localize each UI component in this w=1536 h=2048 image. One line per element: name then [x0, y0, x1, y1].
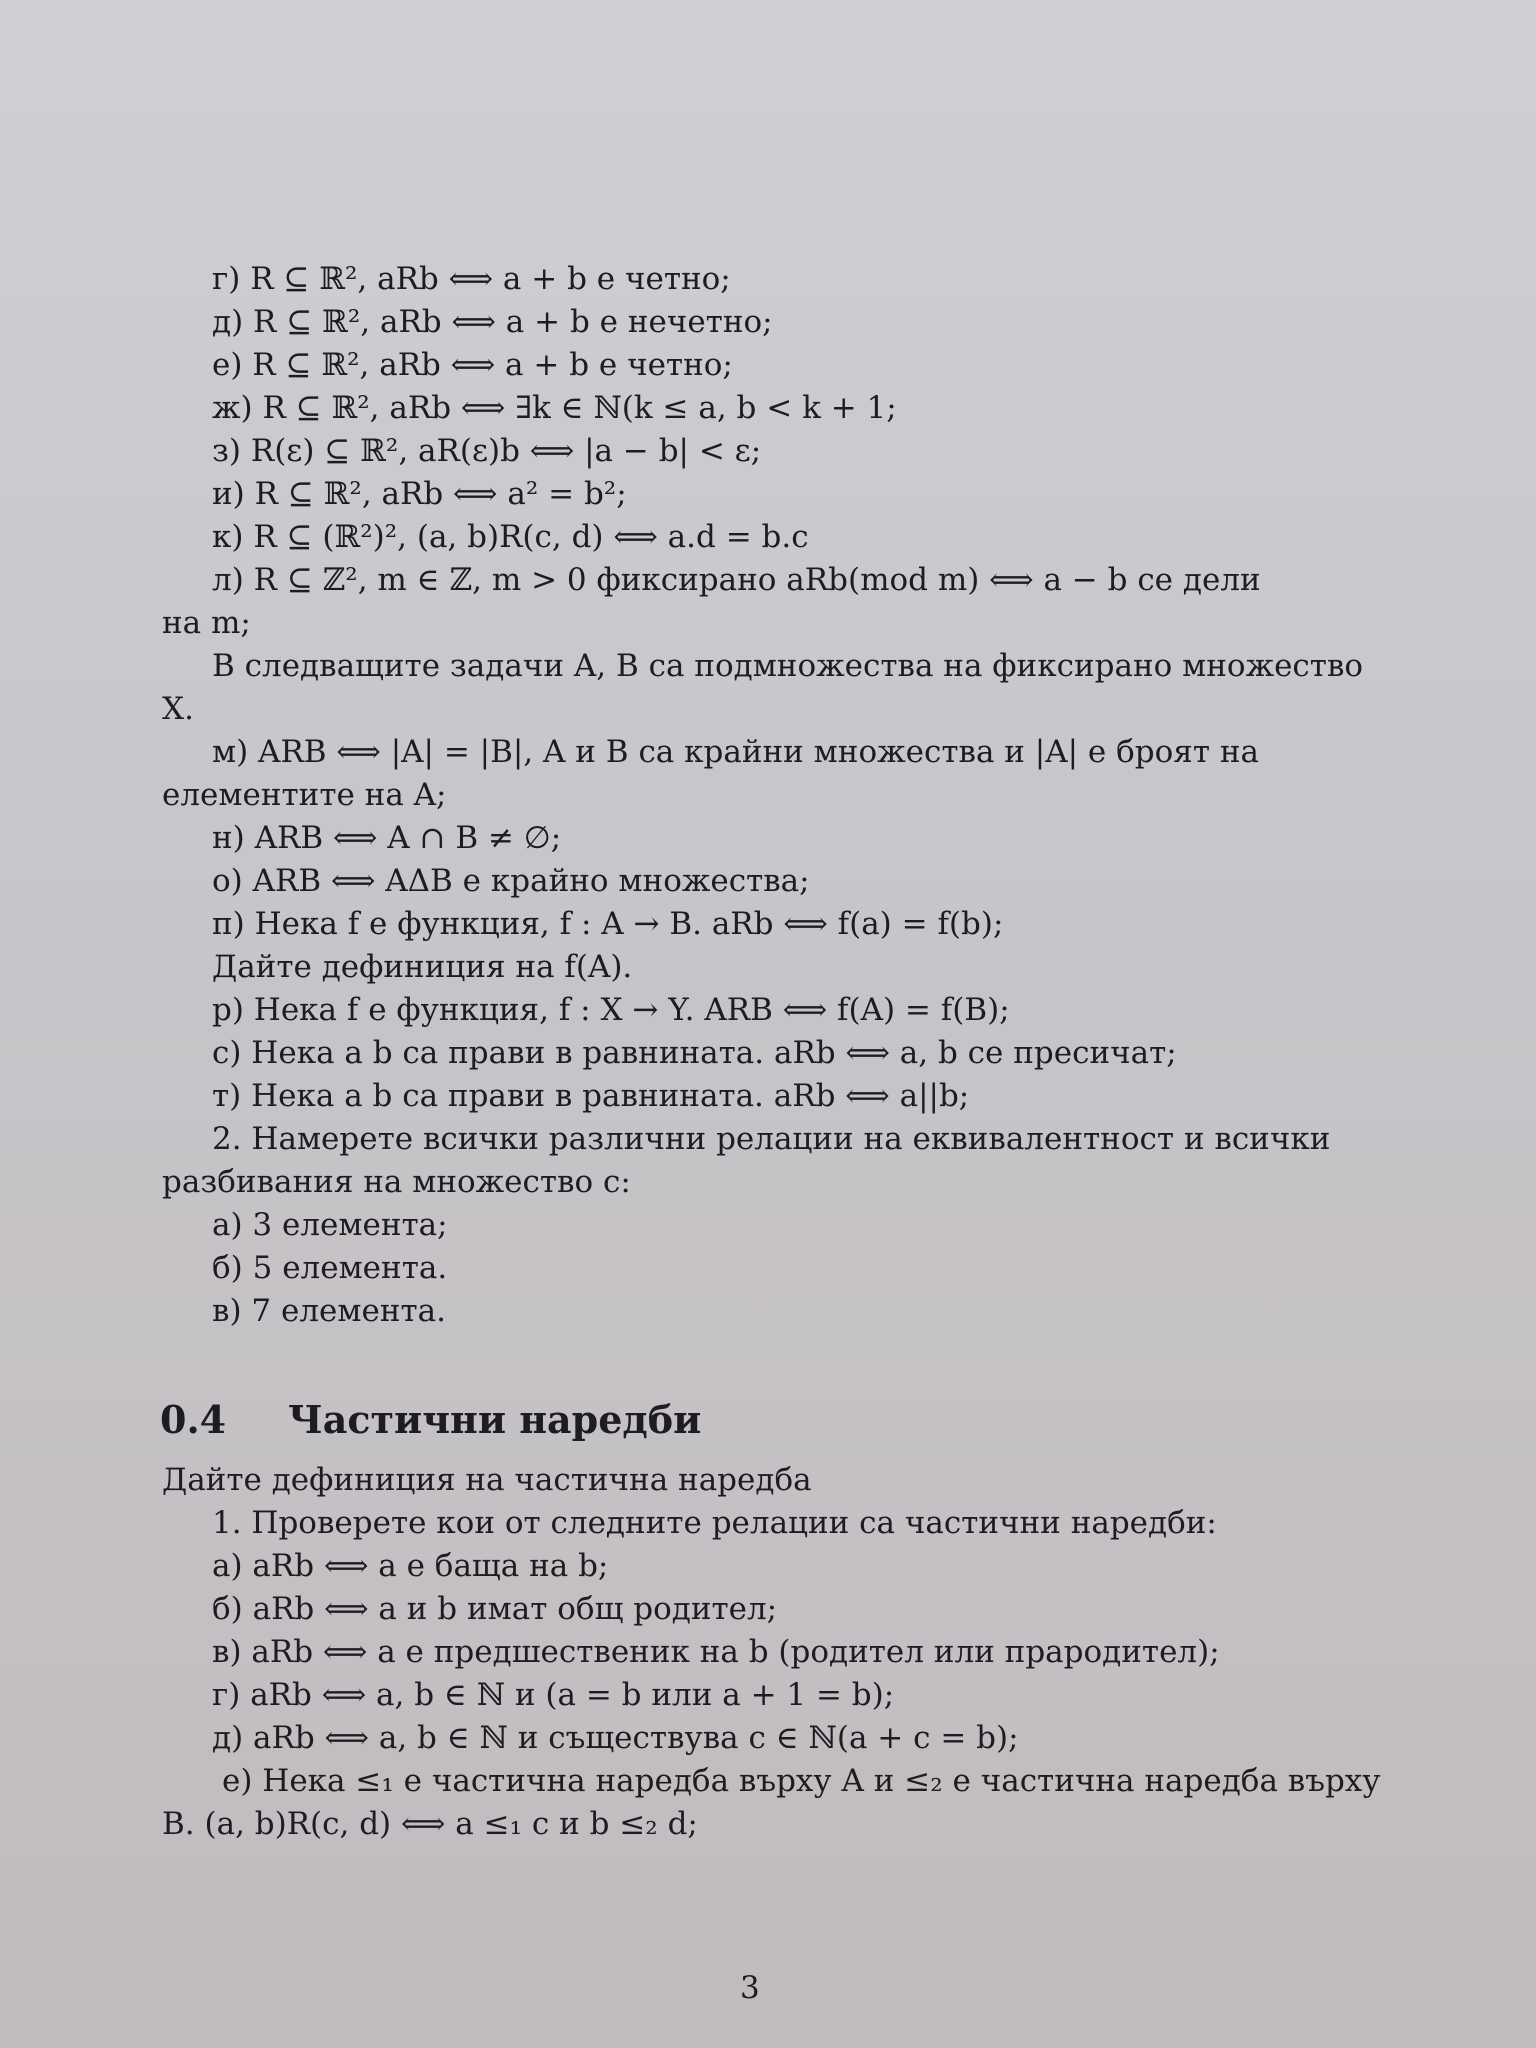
list-item: г) aRb ⟺ a, b ∈ ℕ и (a = b или a + 1 = b);: [212, 1677, 895, 1713]
list-item: н) ARB ⟺ A ∩ B ≠ ∅;: [212, 820, 562, 856]
section-title: Частични наредби: [288, 1397, 702, 1442]
list-item: д) aRb ⟺ a, b ∈ ℕ и съществува c ∈ ℕ(a + c = b);: [212, 1720, 1019, 1756]
list-item: и) R ⊆ ℝ², aRb ⟺ a² = b²;: [212, 476, 627, 512]
list-item: з) R(ε) ⊆ ℝ², aR(ε)b ⟺ |a − b| < ε;: [212, 433, 762, 469]
item-m-line1: м) ARB ⟺ |A| = |B|, A и B са крайни множества и |A| е броят на: [212, 734, 1260, 770]
list-item: п) Нека f е функция, f : A → B. aRb ⟺ f(a) = f(b);: [212, 906, 1004, 942]
item-e-line1: е) Нека ≤₁ е частична наредба върху A и ≤₂ е частична наредба върху: [222, 1763, 1381, 1799]
list-item: о) ARB ⟺ AΔB е крайно множества;: [212, 863, 810, 899]
task2-line2: разбивания на множество с:: [162, 1164, 631, 1200]
list-item: г) R ⊆ ℝ², aRb ⟺ a + b е четно;: [212, 261, 731, 297]
task2-option: б) 5 елемента.: [212, 1250, 448, 1286]
list-item: к) R ⊆ (ℝ²)², (a, b)R(c, d) ⟺ a.d = b.c: [212, 519, 809, 555]
list-item: б) aRb ⟺ a и b имат общ родител;: [212, 1591, 778, 1627]
list-item: ж) R ⊆ ℝ², aRb ⟺ ∃k ∈ ℕ(k ≤ a, b < k + 1;: [212, 390, 897, 426]
task2-line1: 2. Намерете всички различни релации на еквивалентност и всички: [212, 1121, 1331, 1157]
list-item: т) Нека a b са прави в равнината. aRb ⟺ a||b;: [212, 1078, 970, 1114]
subsets-intro-line2: X.: [162, 691, 194, 727]
page-text: [160, 258, 1381, 1846]
task1-heading: 1. Проверете кои от следните релации са частични наредби:: [212, 1505, 1217, 1541]
definition-prompt: Дайте дефиниция на частична наредба: [162, 1462, 812, 1498]
item-e-line2: B. (a, b)R(c, d) ⟺ a ≤₁ c и b ≤₂ d;: [162, 1806, 698, 1842]
page-number: 3: [740, 1970, 760, 2006]
list-item: а) aRb ⟺ a е баща на b;: [212, 1548, 609, 1584]
list-item: в) aRb ⟺ a е предшественик на b (родител или прародител);: [212, 1634, 1220, 1670]
list-item: с) Нека a b са прави в равнината. aRb ⟺ a, b се пресичат;: [212, 1035, 1177, 1071]
item-l-line2: на m;: [162, 605, 251, 641]
task2-option: а) 3 елемента;: [212, 1207, 448, 1243]
task2-option: в) 7 елемента.: [212, 1293, 446, 1329]
list-item: д) R ⊆ ℝ², aRb ⟺ a + b е нечетно;: [212, 304, 773, 340]
section-heading: [160, 1385, 1340, 1455]
item-m-line2: елементите на A;: [162, 777, 447, 813]
item-l-line1: л) R ⊆ ℤ², m ∈ ℤ, m > 0 фиксирано aRb(mod m) ⟺ a − b се дели: [212, 562, 1261, 598]
list-item: р) Нека f е функция, f : X → Y. ARB ⟺ f(A) = f(B);: [212, 992, 1010, 1028]
section-number: 0.4: [160, 1397, 227, 1442]
list-item: е) R ⊆ ℝ², aRb ⟺ a + b е четно;: [212, 347, 733, 383]
subsets-intro-line1: В следващите задачи A, B са подмножества на фиксирано множество: [212, 648, 1364, 684]
list-item: Дайте дефиниция на f(A).: [212, 949, 633, 985]
